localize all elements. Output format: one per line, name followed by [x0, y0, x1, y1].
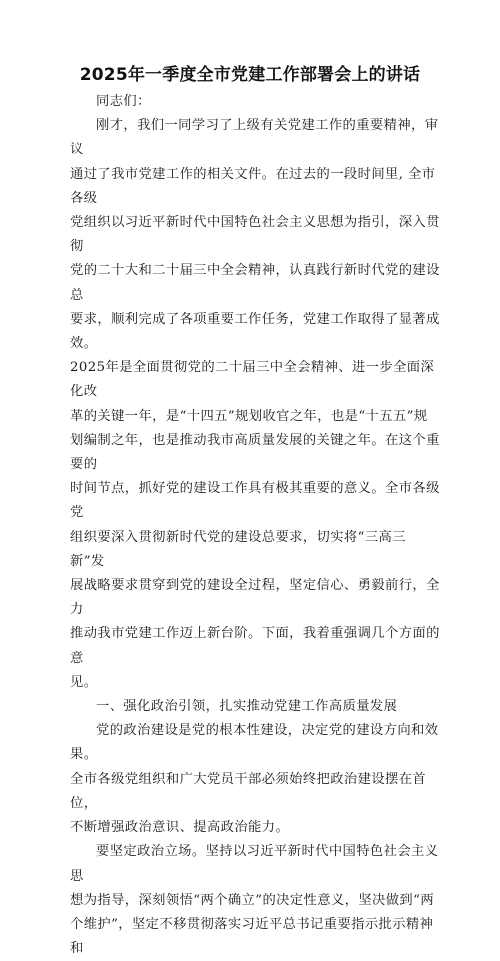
paragraph-political-stance: 要坚定政治立场。坚持以习近平新时代中国特色社会主义思 想为指导，深刻领悟“两个确立”的决定性意义，坚决做到“两 个维护”，坚定不移贯彻落实习近平总书记重要指示批示精神和 [70, 844, 439, 957]
paragraph-political-building: 党的政治建设是党的根本性建设，决定党的建设方向和效果。 全市各级党组织和广大党员干部必须始终把政治建设摆在首位， 不断增强政治意识、提高政治能力。 [70, 723, 439, 836]
document-body [70, 90, 440, 961]
document-title: 2025年一季度全市党建工作部署会上的讲话 [79, 65, 421, 85]
salutation: 同志们： [96, 94, 151, 109]
section-heading: 一、强化政治引领，扎实推动党建工作高质量发展 [96, 699, 398, 715]
paragraph-intro: 刚才，我们一同学习了上级有关党建工作的重要精神，审议 通过了我市党建工作的相关文件。在过去的一段时间里, 全市各级 党组织以习近平新时代中国特色社会主义思想为指引，深入贯彻 党的二十大和二十届三中全会精神，认真践行新时代党的建设总 要求，顺利完成了各项重要工作任务，党建工作取得了显著成效。 2025年是全面贯彻党的二十届三中全会精神、进一步全面深化改 革的关键一年，是“十四五”规划收官之年，也是“十五五”规 划编制之年，也是推动我市高质量发展的关键之年。在这个重要的 时间节点，抓好党的建设工作具有极其重要的意义。全市各级党 组织要深入贯彻新时代党的建设总要求，切实将“三高三新”发 展战略要求贯穿到党的建设全过程，坚定信心、勇毅前行，全力 推动我市党建工作迈上新台阶。下面，我着重强调几个方面的意 见。 [70, 118, 440, 690]
